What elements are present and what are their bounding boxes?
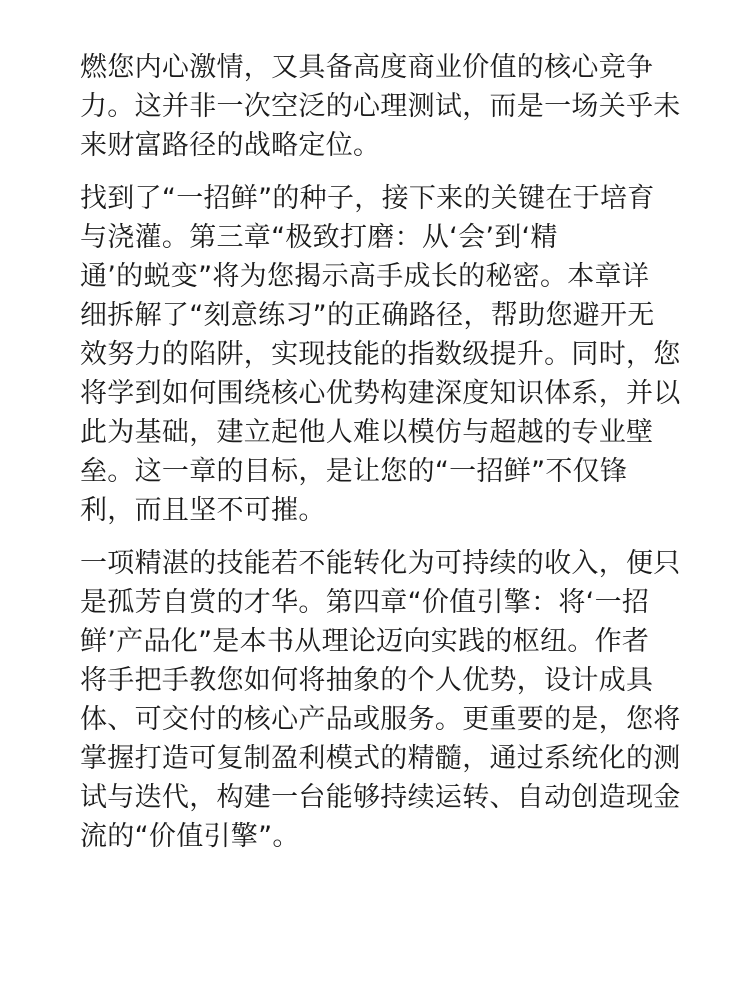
text-line: 试与迭代，构建一台能够持续运转、自动创造现金 bbox=[80, 782, 681, 813]
text-line: 来财富路径的战略定位。 bbox=[80, 130, 381, 161]
text-line: 通’的蜕变”将为您揭示高手成长的秘密。本章详 bbox=[80, 261, 650, 292]
paragraph-2 bbox=[80, 179, 680, 530]
text-line: 掌握打造可复制盈利模式的精髓，通过系统化的测 bbox=[80, 743, 681, 774]
text-line: 鲜’产品化”是本书从理论迈向实践的枢纽。作者 bbox=[80, 626, 650, 657]
text-line: 体、可交付的核心产品或服务。更重要的是，您将 bbox=[80, 704, 681, 735]
text-line: 效努力的陷阱，实现技能的指数级提升。同时，您 bbox=[80, 339, 681, 370]
text-line: 找到了“一招鲜”的种子，接下来的关键在于培育 bbox=[80, 183, 655, 214]
text-line: 利，而且坚不可摧。 bbox=[80, 495, 326, 526]
text-line: 将学到如何围绕核心优势构建深度知识体系，并以 bbox=[80, 378, 681, 409]
text-line: 是孤芳自赏的才华。第四章“价值引擎：将‘一招 bbox=[80, 587, 650, 618]
text-line: 此为基础，建立起他人难以模仿与超越的专业壁 bbox=[80, 417, 654, 448]
text-line: 流的“价值引擎”。 bbox=[80, 821, 300, 852]
text-line: 垒。这一章的目标，是让您的“一招鲜”不仅锋 bbox=[80, 456, 628, 487]
paragraph-1 bbox=[80, 48, 680, 165]
text-line: 一项精湛的技能若不能转化为可持续的收入，便只 bbox=[80, 548, 681, 579]
text-line: 将手把手教您如何将抽象的个人优势，设计成具 bbox=[80, 665, 654, 696]
text-line: 与浇灌。第三章“极致打磨：从‘会’到‘精 bbox=[80, 222, 558, 253]
text-line: 力。这并非一次空泛的心理测试，而是一场关乎未 bbox=[80, 91, 681, 122]
document-page bbox=[80, 48, 680, 856]
text-line: 燃您内心激情，又具备高度商业价值的核心竞争 bbox=[80, 52, 654, 83]
paragraph-3 bbox=[80, 544, 680, 856]
text-line: 细拆解了“刻意练习”的正确路径，帮助您避开无 bbox=[80, 300, 655, 331]
